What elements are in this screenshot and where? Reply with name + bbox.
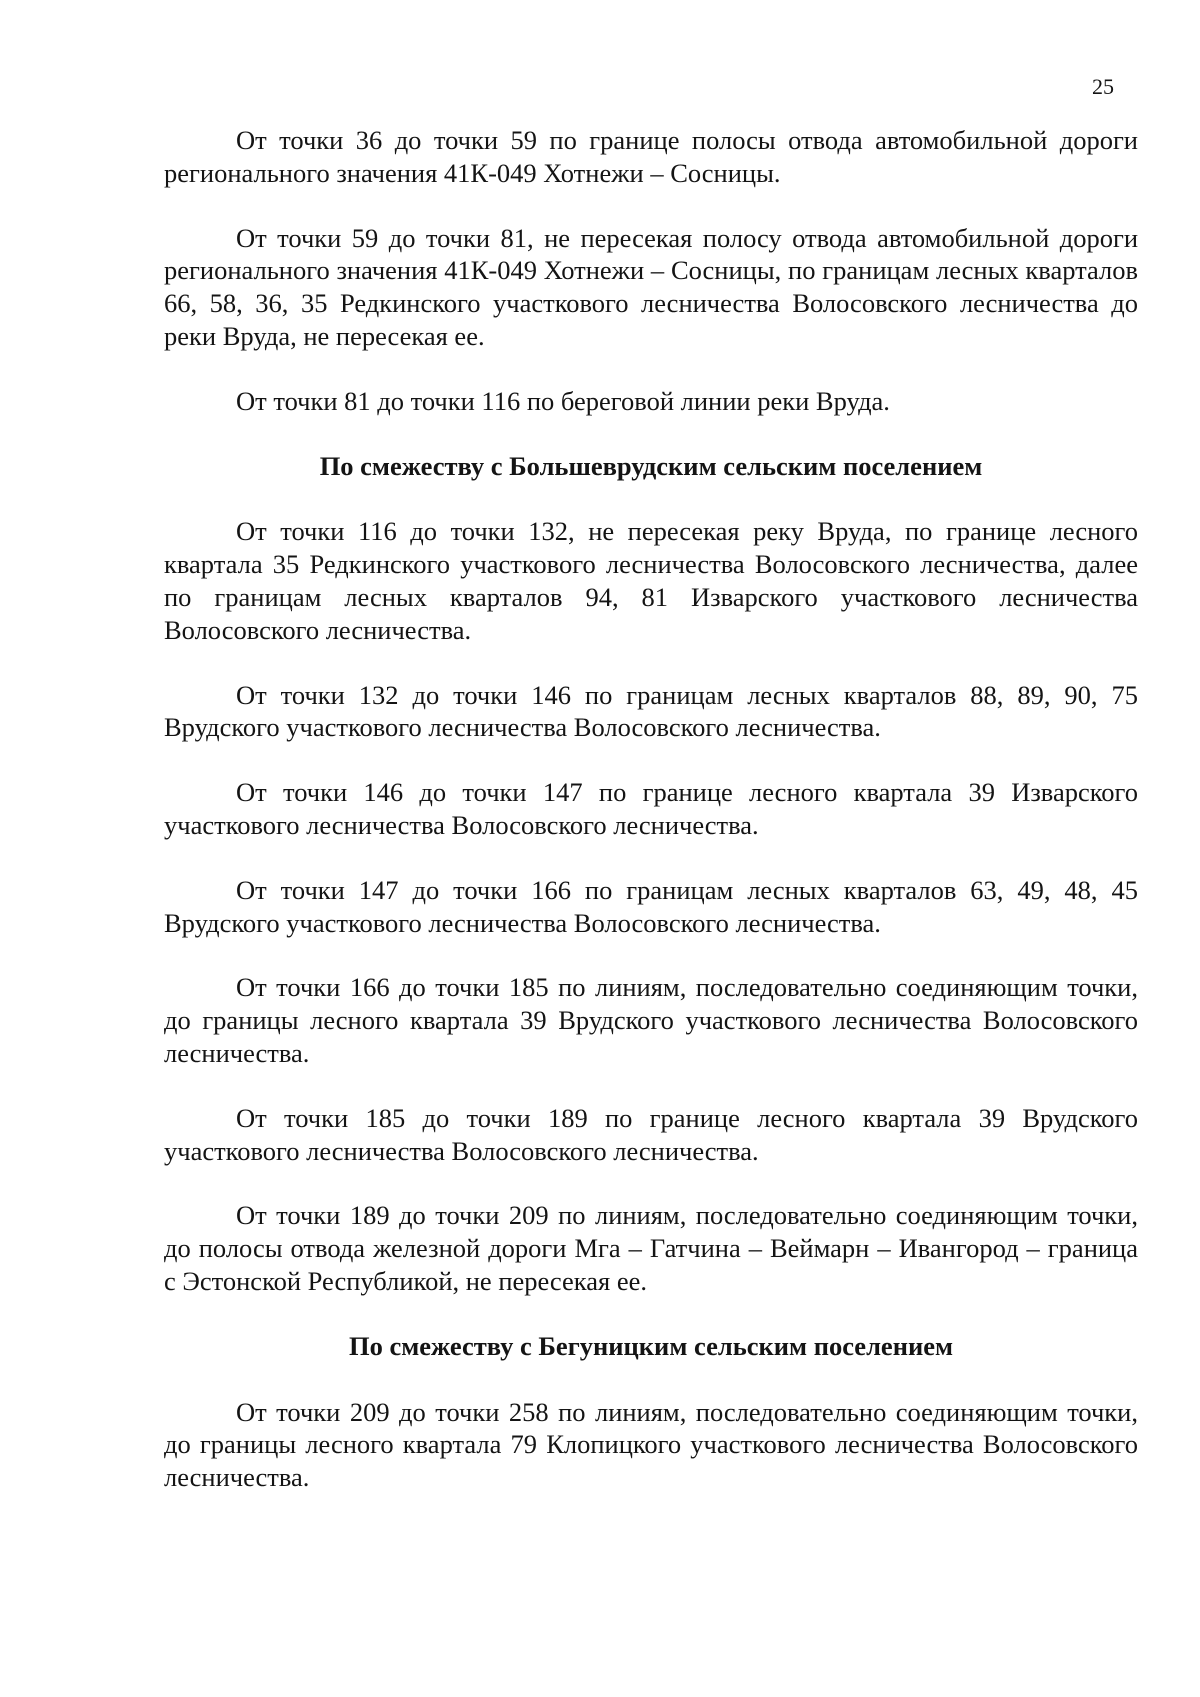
paragraph: От точки 147 до точки 166 по границам лесных кварталов 63, 49, 48, 45 Врудского участкового лесничества Волосовского лесничества. (164, 874, 1138, 938)
paragraph: От точки 166 до точки 185 по линиям, последовательно соединяющим точки, до границы лесного квартала 39 Врудского участкового лесничества Волосовского лесничества. (164, 972, 1138, 1068)
page-number: 25 (1092, 74, 1114, 99)
section-heading: По смежеству с Большеврудским сельским поселением (319, 450, 983, 481)
section-heading: По смежеству с Бегуницким сельским поселением (348, 1330, 954, 1361)
paragraph: От точки 81 до точки 116 по береговой линии реки Вруда. (236, 385, 890, 416)
paragraph: От точки 146 до точки 147 по границе лесного квартала 39 Изварского участкового лесничества Волосовского лесничества. (164, 777, 1138, 840)
paragraph: От точки 116 до точки 132, не пересекая реку Вруда, по границе лесного квартала 35 Редкинского участкового лесничества Волосовского лесничества, далее по границам лесных кварталов 94, 81 Изварского участкового лесничества Волосовского лесничества. (164, 516, 1138, 645)
paragraph: От точки 59 до точки 81, не пересекая полосу отвода автомобильной дороги регионального значения 41К-049 Хотнежи – Сосницы, по границам лесных кварталов 66, 58, 36, 35 Редкинского участкового лесничества Волосовского лесничества до реки Вруда, не пересекая ее. (164, 222, 1138, 351)
paragraph: От точки 132 до точки 146 по границам лесных кварталов 88, 89, 90, 75 Врудского участкового лесничества Волосовского лесничества. (164, 679, 1138, 743)
document-body (164, 124, 1138, 1526)
paragraph: От точки 209 до точки 258 по линиям, последовательно соединяющим точки, до границы лесного квартала 79 Клопицкого участкового лесничества Волосовского лесничества. (164, 1396, 1138, 1493)
paragraph: От точки 36 до точки 59 по границе полосы отвода автомобильной дороги регионального значения 41К-049 Хотнежи – Сосницы. (164, 125, 1138, 188)
paragraph: От точки 185 до точки 189 по границе лесного квартала 39 Врудского участкового лесничества Волосовского лесничества. (164, 1102, 1138, 1166)
paragraph: От точки 189 до точки 209 по линиям, последовательно соединяющим точки, до полосы отвода железной дороги Мга – Гатчина – Веймарн – Ивангород – граница с Эстонской Республикой, не пересекая ее. (164, 1200, 1138, 1296)
